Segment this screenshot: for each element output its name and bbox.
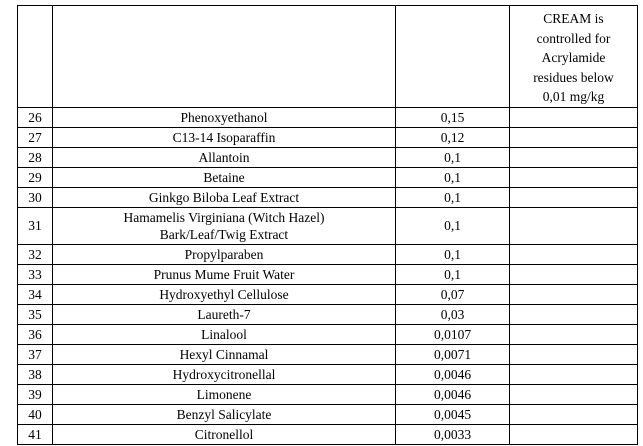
ingredient-name-line: Ginkgo Biloba Leaf Extract [148, 189, 300, 205]
ingredient-name-cell [53, 127, 396, 147]
ingredient-name-cell [53, 147, 396, 167]
note-cell [510, 187, 638, 207]
ingredient-name-cell [53, 284, 396, 304]
ingredient-name-line: Bark/Leaf/Twig Extract [159, 226, 289, 242]
note-cell [510, 384, 638, 404]
concentration-cell: 0,1 [396, 147, 510, 167]
ingredient-name-cell [53, 107, 396, 127]
header-value-cell [396, 6, 510, 108]
ingredient-name-cell [53, 424, 396, 444]
ingredient-name-cell [53, 324, 396, 344]
note-cell [510, 107, 638, 127]
ingredient-name-line: Phenoxyethanol [180, 109, 268, 125]
concentration-cell: 0,1 [396, 244, 510, 264]
row-number-cell: 26 [18, 107, 53, 127]
ingredient-name-cell [53, 167, 396, 187]
table-row [18, 107, 638, 127]
note-cell [510, 324, 638, 344]
ingredient-name-cell [53, 344, 396, 364]
concentration-cell: 0,1 [396, 207, 510, 244]
ingredient-name-cell [53, 384, 396, 404]
ingredient-name-line: Propylparaben [184, 246, 264, 262]
note-cell [510, 344, 638, 364]
note-line: 0,01 mg/kg [542, 89, 605, 104]
concentration-cell: 0,0046 [396, 384, 510, 404]
note-cell [510, 244, 638, 264]
row-number-cell: 36 [18, 324, 53, 344]
note-cell [510, 364, 638, 384]
note-cell [510, 147, 638, 167]
table-row [18, 404, 638, 424]
note-cell [510, 167, 638, 187]
table-row [18, 264, 638, 284]
row-number-cell: 40 [18, 404, 53, 424]
ingredient-name-line: Laureth-7 [197, 306, 251, 322]
header-note-cell [510, 6, 638, 108]
table-row [18, 207, 638, 244]
ingredient-name-cell [53, 364, 396, 384]
row-number-cell: 38 [18, 364, 53, 384]
concentration-cell: 0,0046 [396, 364, 510, 384]
note-cell [510, 404, 638, 424]
ingredient-name-line: Allantoin [198, 149, 250, 165]
ingredient-name-cell [53, 207, 396, 244]
concentration-cell: 0,0033 [396, 424, 510, 444]
table-row [18, 147, 638, 167]
concentration-cell: 0,03 [396, 304, 510, 324]
row-number-cell: 32 [18, 244, 53, 264]
header-row [18, 6, 638, 108]
ingredient-name-line: Hexyl Cinnamal [179, 346, 269, 362]
ingredient-name-line: Betaine [203, 169, 245, 185]
ingredients-table [17, 5, 638, 445]
ingredient-name-line: Citronellol [194, 426, 254, 442]
row-number-cell: 30 [18, 187, 53, 207]
note-line: residues below [533, 69, 614, 85]
row-number-cell: 33 [18, 264, 53, 284]
row-number-cell: 37 [18, 344, 53, 364]
table-row [18, 244, 638, 264]
row-number-cell: 27 [18, 127, 53, 147]
row-number-cell: 35 [18, 304, 53, 324]
ingredient-name-line: Benzyl Salicylate [176, 406, 272, 422]
table-row [18, 364, 638, 384]
note-line: CREAM is [543, 11, 604, 26]
concentration-cell: 0,1 [396, 264, 510, 284]
note-cell [510, 207, 638, 244]
ingredients-table-body [18, 6, 638, 445]
row-number-cell: 41 [18, 424, 53, 444]
row-number-cell: 39 [18, 384, 53, 404]
row-number-cell: 28 [18, 147, 53, 167]
row-number-cell: 34 [18, 284, 53, 304]
ingredient-name-cell [53, 187, 396, 207]
table-row [18, 167, 638, 187]
ingredient-name-line: Hydroxycitronellal [172, 366, 276, 382]
table-row [18, 424, 638, 444]
table-row [18, 284, 638, 304]
table-row [18, 187, 638, 207]
row-number-cell: 31 [18, 207, 53, 244]
ingredient-name-cell [53, 404, 396, 424]
concentration-cell: 0,12 [396, 127, 510, 147]
ingredient-name-line: Prunus Mume Fruit Water [153, 266, 295, 282]
table-row [18, 304, 638, 324]
table-row [18, 344, 638, 364]
note-cell [510, 304, 638, 324]
ingredient-name-line: Limonene [196, 386, 252, 402]
concentration-cell: 0,1 [396, 167, 510, 187]
concentration-cell: 0,15 [396, 107, 510, 127]
row-number-cell: 29 [18, 167, 53, 187]
concentration-cell: 0,07 [396, 284, 510, 304]
ingredient-name-cell [53, 244, 396, 264]
concentration-cell: 0,0045 [396, 404, 510, 424]
concentration-cell: 0,0071 [396, 344, 510, 364]
note-cell [510, 424, 638, 444]
note-cell [510, 127, 638, 147]
table-row [18, 324, 638, 344]
ingredient-name-line: Hamamelis Virginiana (Witch Hazel) [123, 209, 325, 225]
table-row [18, 384, 638, 404]
header-number-cell [18, 6, 53, 108]
ingredient-name-cell [53, 304, 396, 324]
note-cell [510, 284, 638, 304]
table-row [18, 127, 638, 147]
note-cell [510, 264, 638, 284]
note-line: Acrylamide [541, 50, 606, 65]
ingredient-name-line: Hydroxyethyl Cellulose [159, 286, 289, 302]
note-line: controlled for [536, 30, 611, 46]
ingredient-name-line: Linalool [201, 326, 247, 342]
concentration-cell: 0,1 [396, 187, 510, 207]
ingredient-name-cell [53, 264, 396, 284]
header-name-cell [53, 6, 396, 108]
concentration-cell: 0,0107 [396, 324, 510, 344]
ingredient-name-line: C13-14 Isoparaffin [172, 129, 276, 145]
